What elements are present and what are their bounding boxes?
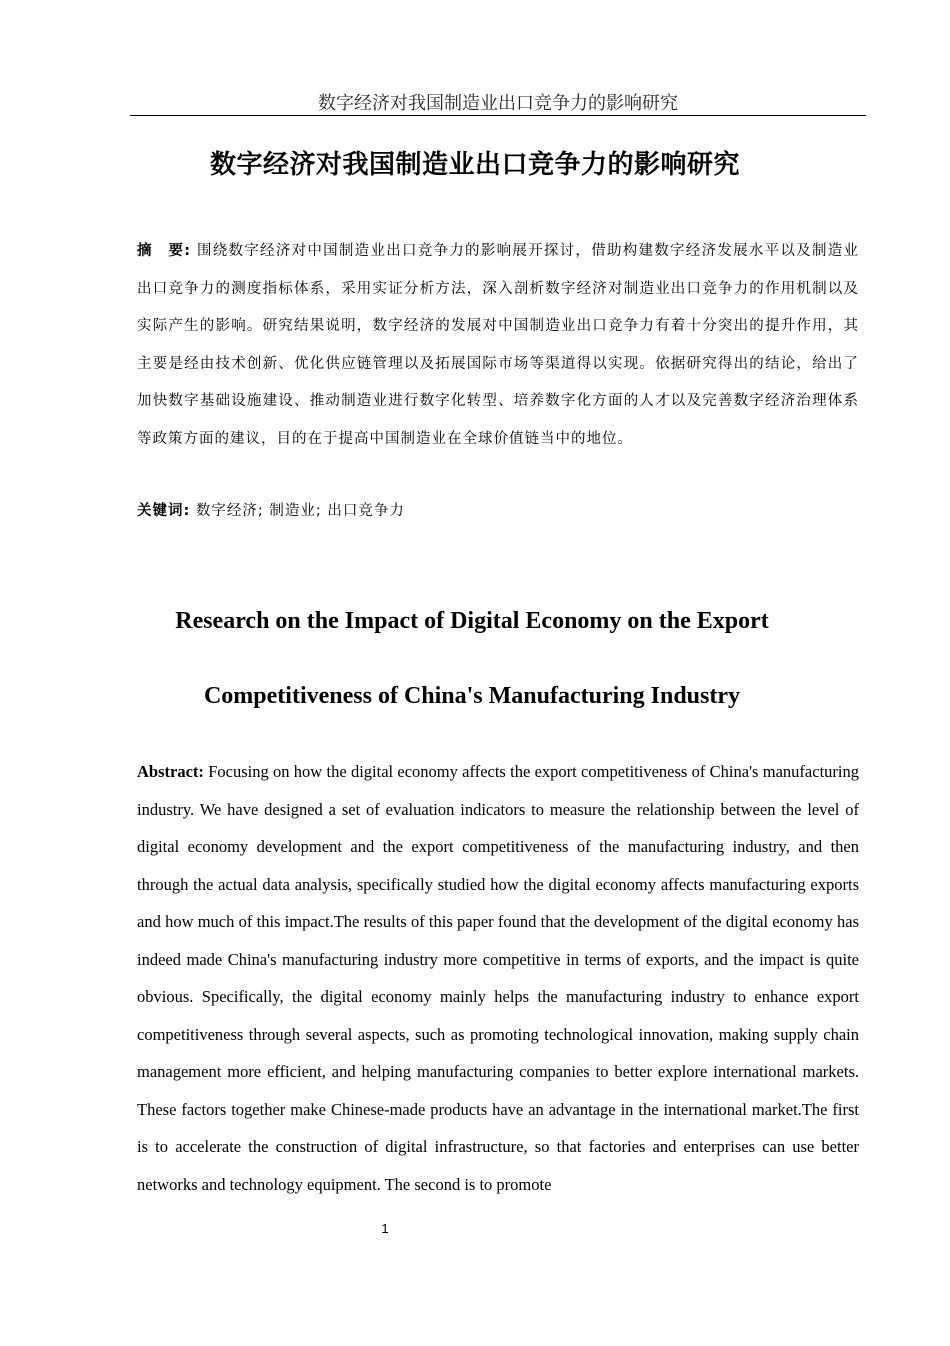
chinese-keywords [137,493,859,531]
chinese-abstract-text: 围绕数字经济对中国制造业出口竞争力的影响展开探讨，借助构建数字经济发展水平以及制造业出口竞争力的测度指标体系，采用实证分析方法，深入剖析数字经济对制造业出口竞争力的作用机制以及实际产生的影响。研究结果说明，数字经济的发展对中国制造业出口竞争力有着十分突出的提升作用，其主要是经由技术创新、优化供应链管理以及拓展国际市场等渠道得以实现。依据研究得出的结论，给出了加快数字基础设施建设、推动制造业进行数字化转型、培养数字化方面的人才以及完善数字经济治理体系等政策方面的建议，目的在于提高中国制造业在全球价值链当中的地位。 [137,243,859,447]
page-number: 1 [381,1221,389,1236]
english-title-line-2: Competitiveness of China's Manufacturing Industry [203,683,741,709]
running-header: 数字经济对我国制造业出口竞争力的影响研究 [130,93,866,116]
chinese-keywords-text: 数字经济; 制造业; 出口竞争力 [190,503,405,519]
english-title-line-1: Research on the Impact of Digital Economy on the Export [175,608,769,634]
english-abstract-text: Focusing on how the digital economy affects the export competitiveness of China's manufacturing industry. We have designed a set of evaluation indicators to measure the relationship between the level of digital economy development and the export competitiveness of the manufacturing industry, and then through the actual data analysis, specifically studied how the digital economy affects manufacturing exports and how much of this impact.The results of this paper found that the development of the digital economy has indeed made China's manufacturing industry more competitive in terms of exports, and the impact is quite obvious. Specifically, the digital economy mainly helps the manufacturing industry to enhance export competitiveness through several aspects, such as promoting technological innovation, making supply chain management more efficient, and helping manufacturing companies to better explore international markets. These factors together make Chinese-made products have an advantage in the international market.The first is to accelerate the construction of digital infrastructure, so that factories and enterprises can use better networks and technology equipment. The second is to promote [137,762,859,1194]
chinese-abstract-label: 摘 要: [137,243,192,259]
english-abstract [137,753,859,1203]
chinese-abstract [137,233,859,458]
chinese-keywords-label: 关键词: [137,503,191,519]
english-abstract-label: Abstract: [137,762,204,781]
chinese-title: 数字经济对我国制造业出口竞争力的影响研究 [209,150,740,180]
